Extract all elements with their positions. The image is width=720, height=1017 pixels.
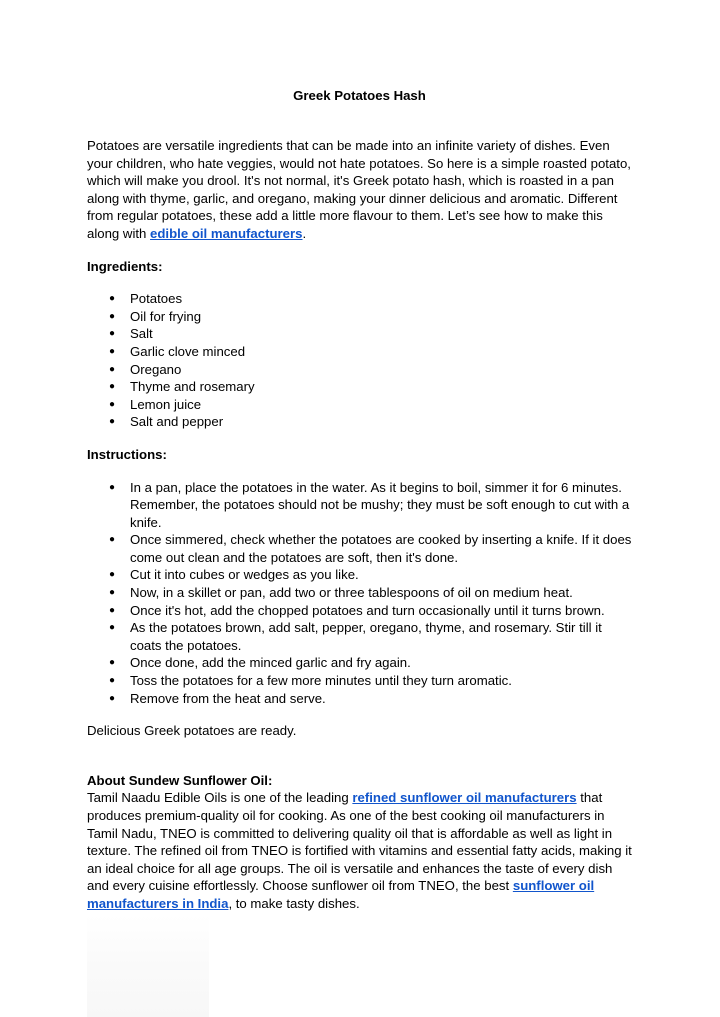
list-item: [87, 378, 632, 396]
bullet-icon: ●: [109, 293, 116, 305]
intro-paragraph: [87, 137, 632, 243]
list-item-text: Once simmered, check whether the potatoes are cooked by inserting a knife. If it does come out clean and the potatoes are soft, then it's done.: [130, 532, 632, 565]
about-text-3: , to make tasty dishes.: [228, 895, 360, 911]
about-heading: About Sundew Sunflower Oil:: [87, 772, 273, 788]
list-item: [87, 584, 632, 602]
bullet-icon: ●: [109, 657, 116, 669]
closing-line: Delicious Greek potatoes are ready.: [87, 723, 297, 739]
faint-shade-block: [87, 915, 209, 1017]
bullet-icon: ●: [109, 363, 116, 375]
document-title: Greek Potatoes Hash: [293, 88, 426, 103]
about-paragraph: [87, 789, 632, 912]
list-item-text: Garlic clove minced: [130, 343, 246, 359]
list-item-text: Once done, add the minced garlic and fry again.: [130, 655, 411, 671]
list-item-text: Now, in a skillet or pan, add two or three tablespoons of oil on medium heat.: [130, 585, 573, 601]
bullet-icon: ●: [109, 381, 116, 393]
bullet-icon: ●: [109, 604, 116, 616]
bullet-icon: ●: [109, 692, 116, 704]
list-item: [87, 654, 632, 672]
bullet-icon: ●: [109, 345, 116, 357]
list-item-text: Oil for frying: [130, 308, 202, 324]
list-item-text: Salt and pepper: [130, 414, 224, 430]
list-item: [87, 566, 632, 584]
list-item: [87, 396, 632, 414]
list-item: [87, 361, 632, 379]
list-item: [87, 479, 632, 532]
list-item: [87, 413, 632, 431]
bullet-icon: ●: [109, 675, 116, 687]
list-item-text: Cut it into cubes or wedges as you like.: [130, 567, 359, 583]
bullet-icon: ●: [109, 398, 116, 410]
instructions-heading: Instructions:: [87, 446, 167, 462]
bullet-icon: ●: [109, 534, 116, 546]
sunflower-oil-manufacturers-in-india-link[interactable]: sunflower oil manufacturers in India: [87, 878, 595, 911]
bullet-icon: ●: [109, 416, 116, 428]
list-item: [87, 690, 632, 708]
list-item-text: Salt: [130, 326, 153, 342]
list-item-text: Once it's hot, add the chopped potatoes and turn occasionally until it turns brown.: [130, 602, 605, 618]
refined-sunflower-oil-manufacturers-link[interactable]: refined sunflower oil manufacturers: [352, 790, 577, 806]
list-item-text: In a pan, place the potatoes in the water. As it begins to boil, simmer it for 6 minutes. Remember, the potatoes should not be mushy; they must be soft enough to cut with a knife.: [130, 479, 630, 530]
bullet-icon: ●: [109, 587, 116, 599]
list-item: [87, 602, 632, 620]
about-text-1: Tamil Naadu Edible Oils is one of the leading: [87, 790, 353, 806]
list-item-text: As the potatoes brown, add salt, pepper, oregano, thyme, and rosemary. Stir till it coats the potatoes.: [130, 620, 602, 653]
ingredients-heading: Ingredients:: [87, 258, 163, 274]
about-text-2: that produces premium-quality oil for cooking. As one of the best cooking oil manufacturers in Tamil Nadu, TNEO is committed to delivering quality oil that is affordable as well as light in texture. The refined oil from TNEO is fortified with vitamins and essential fatty acids, making it an ideal choice for all age groups. The oil is versatile and enhances the taste of every dish and every cuisine effortlessly. Choose sunflower oil from TNEO, the best: [87, 790, 632, 894]
bullet-icon: ●: [109, 569, 116, 581]
intro-text: Potatoes are versatile ingredients that can be made into an infinite variety of dishes. Even your children, who hate veggies, would not hate potatoes. So here is a simple roasted potato, which will make you drool. It's not normal, it's Greek potato hash, which is roasted in a pan along with thyme, garlic, and oregano, making your dinner delicious and aromatic. Different from regular potatoes, these add a little more flavour to them. Let’s see how to make this along with: [87, 138, 631, 241]
list-item: [87, 290, 632, 308]
intro-period: .: [302, 225, 307, 241]
list-item: [87, 343, 632, 361]
bullet-icon: ●: [109, 328, 116, 340]
list-item: [87, 531, 632, 566]
ingredients-list: [87, 290, 632, 431]
bullet-icon: ●: [109, 310, 116, 322]
list-item-text: Remove from the heat and serve.: [130, 690, 326, 706]
edible-oil-manufacturers-link[interactable]: edible oil manufacturers: [150, 225, 303, 241]
list-item-text: Potatoes: [130, 291, 183, 307]
list-item: [87, 619, 632, 654]
list-item-text: Oregano: [130, 361, 182, 377]
list-item-text: Lemon juice: [130, 396, 202, 412]
list-item: [87, 325, 632, 343]
list-item: [87, 672, 632, 690]
bullet-icon: ●: [109, 622, 116, 634]
list-item-text: Toss the potatoes for a few more minutes until they turn aromatic.: [130, 673, 512, 689]
list-item-text: Thyme and rosemary: [130, 379, 255, 395]
instructions-list: [87, 479, 632, 708]
bullet-icon: ●: [109, 481, 116, 493]
document-page: [87, 87, 632, 913]
list-item: [87, 308, 632, 326]
